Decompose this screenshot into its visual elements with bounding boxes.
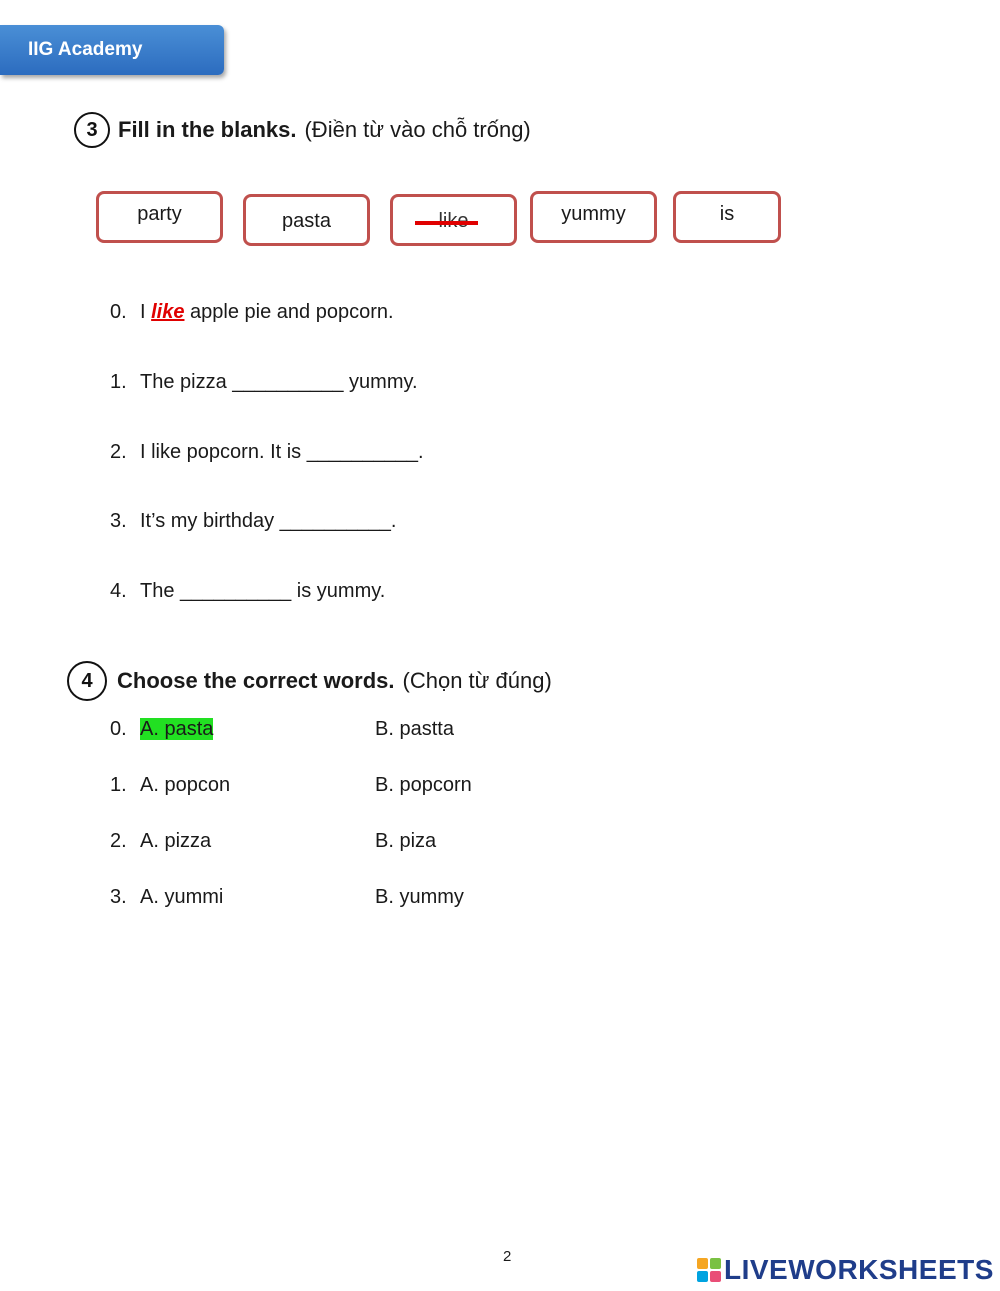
choice-row-1 (110, 774, 140, 797)
page-number: 2 (503, 1248, 512, 1265)
section-subtitle: (Điền từ vào chỗ trống) (304, 117, 531, 142)
word-label: yummy (561, 202, 626, 225)
word-bank-yummy (530, 191, 657, 243)
item-number: 1. (110, 371, 127, 393)
word-label: pasta (282, 209, 331, 232)
choice-a[interactable]: A. popcon (140, 774, 231, 796)
section-title: Choose the correct words. (117, 668, 395, 693)
word-bank-pasta (243, 194, 370, 246)
choice-a[interactable]: A. pizza (140, 830, 212, 852)
word-label: party (137, 202, 182, 225)
item-number: 0. (110, 718, 127, 740)
liveworksheets-logo (697, 1255, 994, 1285)
section-4-heading (67, 661, 552, 701)
fill-blank-sentence[interactable]: I like popcorn. It is __________. (140, 441, 424, 463)
logo-squares-icon (697, 1258, 721, 1282)
word-label: is (719, 202, 735, 225)
section-subtitle: (Chọn từ đúng) (402, 668, 552, 693)
example-answer: like (151, 301, 185, 323)
word-bank-is (673, 191, 781, 243)
section-number-badge: 3 (74, 112, 110, 148)
section-3-heading (74, 112, 531, 148)
strikethrough-mark (415, 221, 478, 225)
fill-item (110, 580, 385, 603)
brand-label: IIG Academy (28, 39, 143, 60)
selected-answer: A. pasta (140, 718, 214, 740)
example-sentence (110, 301, 394, 324)
item-number: 0. (110, 301, 127, 323)
choice-row-0 (110, 718, 140, 741)
fill-blank-sentence[interactable]: The pizza __________ yummy. (140, 371, 418, 393)
item-number: 4. (110, 580, 127, 602)
choice-b[interactable]: B. piza (375, 830, 437, 852)
fill-blank-sentence[interactable]: The __________ is yummy. (140, 580, 386, 602)
word-bank-like-crossed (390, 194, 517, 246)
item-number: 3. (110, 886, 127, 908)
sentence-end: apple pie and popcorn. (190, 301, 394, 323)
section-title: Fill in the blanks. (118, 117, 297, 142)
fill-item (110, 441, 424, 464)
choice-b[interactable]: B. popcorn (375, 774, 472, 796)
fill-item (110, 371, 418, 394)
item-number: 1. (110, 774, 127, 796)
section-number-badge: 4 (67, 661, 107, 701)
choice-b[interactable]: B. pastta (375, 718, 454, 740)
word-bank-party (96, 191, 223, 243)
choice-row-2 (110, 830, 140, 853)
item-number: 2. (110, 830, 127, 852)
choice-row-3 (110, 886, 140, 909)
logo-text: LIVEWORKSHEETS (724, 1254, 994, 1285)
item-number: 3. (110, 510, 127, 532)
sentence-start: I (140, 301, 146, 323)
fill-blank-sentence[interactable]: It’s my birthday __________. (140, 510, 397, 532)
fill-item (110, 510, 396, 533)
item-number: 2. (110, 441, 127, 463)
choice-a[interactable]: A. yummi (140, 886, 224, 908)
brand-tab (0, 25, 224, 75)
choice-b[interactable]: B. yummy (375, 886, 464, 908)
choice-a-selected[interactable] (140, 718, 213, 741)
